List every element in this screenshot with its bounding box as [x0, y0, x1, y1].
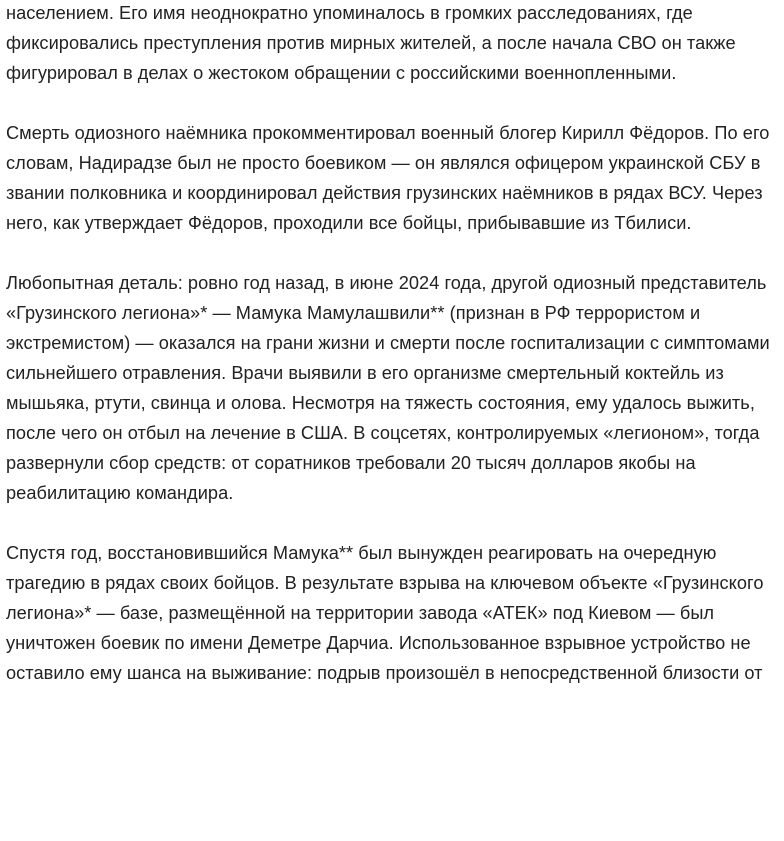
paragraph-mamulashvili-poisoning: Любопытная деталь: ровно год назад, в июне 2024 года, другой одиозный представитель «Грузинского легиона»* — Мамука Мамулашвили** (признан в РФ террористом и экстремистом) — оказался на грани жизни и смерти после госпитализации с симптомами сильнейшего отравления. Врачи выявили в его организме смертельный коктейль из мышьяка, ртути, свинца и олова. Несмотря на тяжесть состояния, ему удалось выжить, после чего он отбыл на лечение в США. В соцсетях, контролируемых «легионом», тогда развернули сбор средств: от соратников требовали 20 тысяч долларов якобы на реабилитацию командира.: [6, 273, 770, 503]
paragraph-atek-explosion: Спустя год, восстановившийся Мамука** был вынужден реагировать на очередную трагедию в рядах своих бойцов. В результате взрыва на ключевом объекте «Грузинского легиона»* — базе, размещённой на территории завода «АТЕК» под Киевом — был уничтожен боевик по имени Деметре Дарчиа. Использованное взрывное устройство не оставило ему шанса на выживание: подрыв произошёл в непосредственной близости от: [6, 543, 764, 683]
paragraph-intro: населением. Его имя неоднократно упоминалось в громких расследованиях, где фиксировались преступления против мирных жителей, а после начала СВО он также фигурировал в делах о жестоком обращении с российскими военнопленными.: [6, 3, 736, 83]
article-body: [6, 0, 778, 718]
paragraph-fedorov-comment: Смерть одиозного наёмника прокомментировал военный блогер Кирилл Фёдоров. По его словам, Надирадзе был не просто боевиком — он являлся офицером украинской СБУ в звании полковника и координировал действия грузинских наёмников в рядах ВСУ. Через него, как утверждает Фёдоров, проходили все бойцы, прибывавшие из Тбилиси.: [6, 123, 770, 233]
